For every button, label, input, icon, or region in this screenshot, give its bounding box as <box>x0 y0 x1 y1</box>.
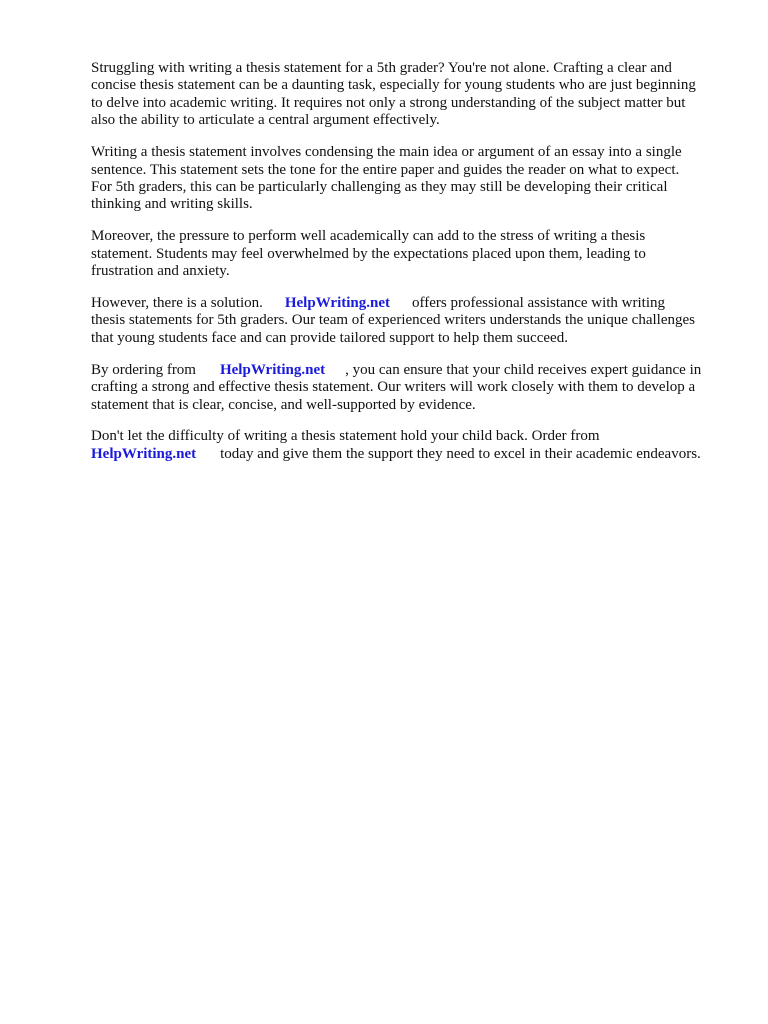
text-line: For 5th graders, this can be particularly challenging as they may still be developing their critical <box>91 178 668 195</box>
text-line: Writing a thesis statement involves condensing the main idea or argument of an essay into a single <box>91 144 682 161</box>
text-segment: offers professional assistance with writing <box>412 294 666 311</box>
text-segment: However, there is a solution. <box>91 294 263 311</box>
text-segment: today and give them the support they need to excel in their academic endeavors. <box>220 445 701 462</box>
helpwriting-link[interactable]: HelpWriting.net <box>91 445 197 462</box>
document-page <box>91 60 731 478</box>
text-line: statement. Students may feel overwhelmed by the expectations placed upon them, leading to <box>91 245 646 262</box>
text-segment: By ordering from <box>91 361 196 378</box>
text-line: thinking and writing skills. <box>91 196 253 213</box>
paragraph-ordering <box>91 362 731 414</box>
paragraph-definition <box>91 144 731 214</box>
text-line <box>91 362 731 379</box>
text-line: crafting a strong and effective thesis statement. Our writers will work closely with them to develop a <box>91 379 696 396</box>
text-line: frustration and anxiety. <box>91 263 230 280</box>
helpwriting-link[interactable]: HelpWriting.net <box>284 294 390 311</box>
helpwriting-link[interactable]: HelpWriting.net <box>219 361 326 378</box>
text-line: Moreover, the pressure to perform well academically can add to the stress of writing a thesis <box>91 228 646 245</box>
text-line: concise thesis statement can be a daunting task, especially for young students who are just beginning <box>91 77 696 94</box>
text-line: to delve into academic writing. It requires not only a strong understanding of the subject matter but <box>91 94 686 111</box>
text-line: sentence. This statement sets the tone for the entire paper and guides the reader on what to expect. <box>91 161 680 178</box>
text-segment: , you can ensure that your child receives expert guidance in <box>345 361 702 378</box>
text-line: thesis statements for 5th graders. Our team of experienced writers understands the unique challenges <box>91 312 695 329</box>
paragraph-pressure <box>91 228 731 280</box>
paragraph-closing <box>91 428 731 463</box>
text-line: also the ability to articulate a central argument effectively. <box>91 112 440 129</box>
text-line: Don't let the difficulty of writing a thesis statement hold your child back. Order from <box>91 428 600 445</box>
text-line: Struggling with writing a thesis statement for a 5th grader? You're not alone. Crafting a clear and <box>91 60 672 76</box>
text-line: that young students face and can provide tailored support to help them succeed. <box>91 329 568 346</box>
text-line: statement that is clear, concise, and well-supported by evidence. <box>91 396 476 413</box>
paragraph-solution <box>91 295 731 347</box>
paragraph-intro <box>91 60 731 130</box>
text-line <box>91 295 731 312</box>
text-line <box>91 446 731 463</box>
